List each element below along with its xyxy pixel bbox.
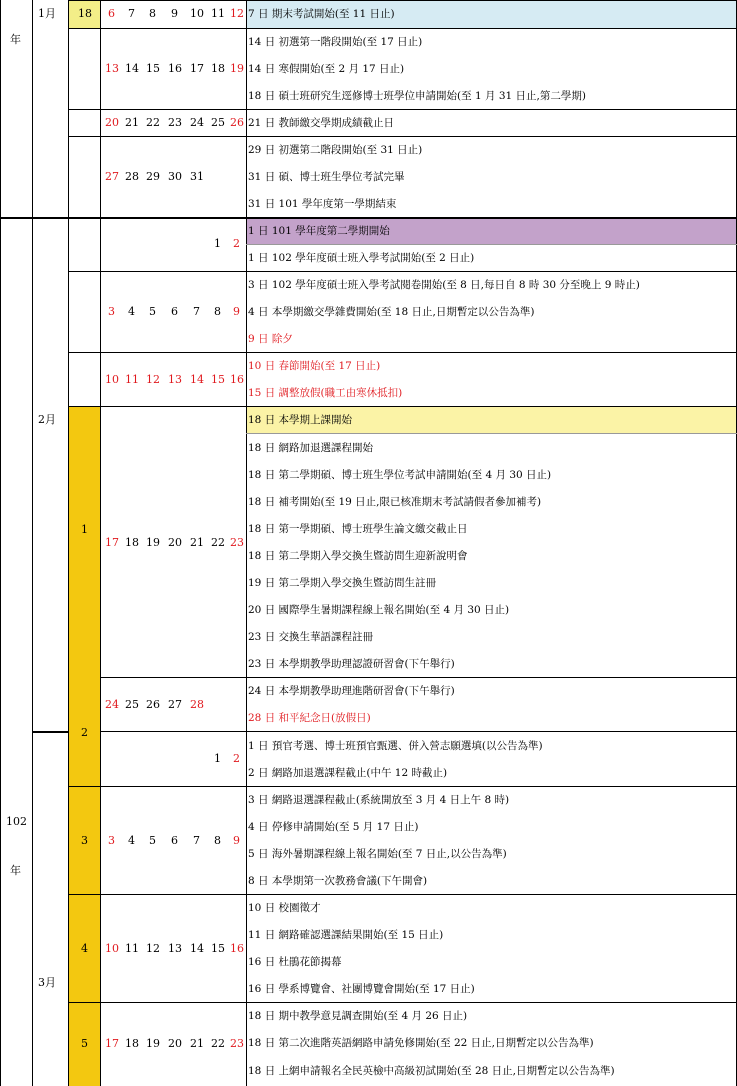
calendar-event: 2 日 網路加退選課程截止(中午 12 時截止) [248,767,448,779]
year-number: 102 [6,815,27,828]
calendar-event: 18 日 補考開始(至 19 日止,限已核准期末考試請假者參加補考) [248,496,542,508]
calendar-event: 1 日 預官考選、博士班預官甄選、併入營志願選填(以公告為準) [248,740,543,752]
calendar-day: 12 [146,942,160,955]
calendar-day: 19 [146,536,160,549]
calendar-event: 9 日 除夕 [248,333,293,345]
calendar-day: 15 [211,942,225,955]
calendar-day: 23 [230,1037,244,1050]
calendar-event: 3 日 網路退選課程截止(系統開放至 3 月 4 日上午 8 時) [248,794,510,806]
calendar-event: 4 日 停修申請開始(至 5 月 17 日止) [248,821,419,833]
calendar-day: 8 [149,7,156,20]
calendar-day: 10 [190,7,204,20]
calendar-day: 30 [168,170,182,183]
calendar-day: 17 [105,1037,119,1050]
calendar-event: 18 日 第一學期碩、博士班學生論文繳交截止日 [248,523,468,535]
calendar-event: 18 日 本學期上課開始 [248,414,353,426]
calendar-day: 23 [230,536,244,549]
calendar-day: 2 [233,752,240,765]
calendar-day: 6 [108,7,115,20]
calendar-day: 12 [230,7,244,20]
calendar-event: 20 日 國際學生暑期課程線上報名開始(至 4 月 30 日止) [248,604,510,616]
calendar-event: 18 日 碩士班研究生逕修博士班學位申請開始(至 1 月 31 日止,第二學期) [248,90,586,102]
calendar-day: 4 [128,305,135,318]
month-mar: 3月 [38,976,56,989]
calendar-event: 18 日 第二次進階英語網路申請免修開始(至 22 日止,日期暫定以公告為準) [248,1037,594,1049]
calendar-day: 8 [214,834,221,847]
calendar-day: 9 [233,305,240,318]
calendar-day: 9 [171,7,178,20]
calendar-day: 16 [230,942,244,955]
year-char-top: 年 [10,33,21,46]
calendar-day: 27 [105,170,119,183]
calendar-event: 14 日 初選第一階段開始(至 17 日止) [248,36,423,48]
calendar-event: 23 日 本學期教學助理認證研習會(下午舉行) [248,658,455,670]
calendar-day: 19 [146,1037,160,1050]
calendar-day: 16 [230,373,244,386]
calendar-event: 16 日 杜鵑花節揭幕 [248,956,342,968]
calendar-day: 11 [125,942,139,955]
calendar-day: 18 [125,536,139,549]
calendar-event: 8 日 本學期第一次教務會議(下午開會) [248,875,428,887]
week-label: 18 [78,7,92,20]
calendar-day: 17 [105,536,119,549]
calendar-day: 28 [190,698,204,711]
calendar-day: 17 [190,62,204,75]
calendar-event: 18 日 第二學期碩、博士班生學位考試申請開始(至 4 月 30 日止) [248,469,552,481]
calendar-day: 13 [168,373,182,386]
calendar-event: 3 日 102 學年度碩士班入學考試閱卷開始(至 8 日,每日自 8 時 30 分至晚上 9 時止) [248,279,640,291]
calendar-day: 22 [211,1037,225,1050]
calendar-day: 18 [125,1037,139,1050]
calendar-event: 1 日 102 學年度碩士班入學考試開始(至 2 日止) [248,252,475,264]
month-jan: 1月 [38,7,56,20]
calendar-day: 23 [168,116,182,129]
calendar-event: 7 日 期末考試開始(至 11 日止) [248,8,395,20]
calendar-day: 8 [214,305,221,318]
calendar-day: 22 [211,536,225,549]
week-label: 1 [81,523,88,536]
calendar-day: 6 [171,834,178,847]
calendar-event: 28 日 和平紀念日(放假日) [248,712,371,724]
calendar-day: 3 [108,305,115,318]
calendar-day: 11 [211,7,225,20]
week-label: 4 [81,942,88,955]
calendar-event: 1 日 101 學年度第二學期開始 [248,225,390,237]
calendar-event: 19 日 第二學期入學交換生暨訪問生註冊 [248,577,437,589]
calendar-event: 10 日 校園徵才 [248,902,321,914]
calendar-day: 20 [168,1037,182,1050]
year-char: 年 [10,864,21,877]
calendar-day: 1 [214,752,221,765]
calendar-event: 29 日 初選第二階段開始(至 31 日止) [248,144,423,156]
calendar-event: 21 日 教師繳交學期成績截止日 [248,117,395,129]
calendar-event: 18 日 網路加退選課程開始 [248,442,374,454]
calendar-day: 21 [190,536,204,549]
calendar-day: 28 [125,170,139,183]
calendar-event: 5 日 海外暑期課程線上報名開始(至 7 日止,以公告為準) [248,848,507,860]
calendar-day: 26 [146,698,160,711]
calendar-day: 4 [128,834,135,847]
calendar-day: 24 [105,698,119,711]
calendar-event: 4 日 本學期繳交學雜費開始(至 18 日止,日期暫定以公告為準) [248,306,535,318]
calendar-day: 25 [211,116,225,129]
calendar-event: 23 日 交換生華語課程註冊 [248,631,374,643]
calendar-day: 12 [146,373,160,386]
calendar-day: 15 [146,62,160,75]
calendar-day: 1 [214,237,221,250]
calendar-event: 18 日 期中教學意見調查開始(至 4 月 26 日止) [248,1010,468,1022]
calendar-event: 18 日 上網申請報名全民英檢中高級初試開始(至 28 日止,日期暫定以公告為準) [248,1065,615,1077]
calendar-day: 29 [146,170,160,183]
calendar-day: 9 [233,834,240,847]
calendar-event: 24 日 本學期教學助理進階研習會(下午舉行) [248,685,455,697]
calendar-day: 31 [190,170,204,183]
calendar-day: 20 [105,116,119,129]
calendar-day: 13 [168,942,182,955]
week-label: 3 [81,834,88,847]
calendar-day: 27 [168,698,182,711]
calendar-event: 31 日 碩、博士班生學位考試完畢 [248,171,405,183]
calendar-day: 14 [190,942,204,955]
calendar-event: 10 日 春節開始(至 17 日止) [248,360,381,372]
calendar-day: 7 [193,834,200,847]
month-feb: 2月 [38,413,56,426]
calendar-day: 7 [193,305,200,318]
week-label: 5 [81,1037,88,1050]
calendar-event: 15 日 調整放假(職工由寒休抵扣) [248,387,403,399]
calendar-event: 31 日 101 學年度第一學期結束 [248,198,397,210]
week-column-yellow [68,407,100,1086]
calendar-day: 21 [190,1037,204,1050]
calendar-day: 7 [128,7,135,20]
calendar-day: 10 [105,373,119,386]
calendar-day: 2 [233,237,240,250]
calendar-day: 21 [125,116,139,129]
calendar-day: 24 [190,116,204,129]
calendar-event: 18 日 第二學期入學交換生暨訪問生迎新說明會 [248,550,468,562]
calendar-day: 5 [149,834,156,847]
calendar-day: 25 [125,698,139,711]
calendar-day: 14 [190,373,204,386]
calendar-day: 14 [125,62,139,75]
week-label: 2 [81,726,88,739]
calendar-day: 18 [211,62,225,75]
calendar-day: 3 [108,834,115,847]
calendar-event: 11 日 網路確認選課結果開始(至 15 日止) [248,929,444,941]
calendar-event: 14 日 寒假開始(至 2 月 17 日止) [248,63,405,75]
calendar-day: 6 [171,305,178,318]
calendar-day: 16 [168,62,182,75]
calendar-day: 5 [149,305,156,318]
calendar-day: 15 [211,373,225,386]
calendar-day: 10 [105,942,119,955]
calendar-day: 13 [105,62,119,75]
calendar-event: 16 日 學系博覽會、社團博覽會開始(至 17 日止) [248,983,475,995]
calendar-day: 22 [146,116,160,129]
calendar-day: 19 [230,62,244,75]
calendar-day: 11 [125,373,139,386]
calendar-day: 26 [230,116,244,129]
calendar-day: 20 [168,536,182,549]
